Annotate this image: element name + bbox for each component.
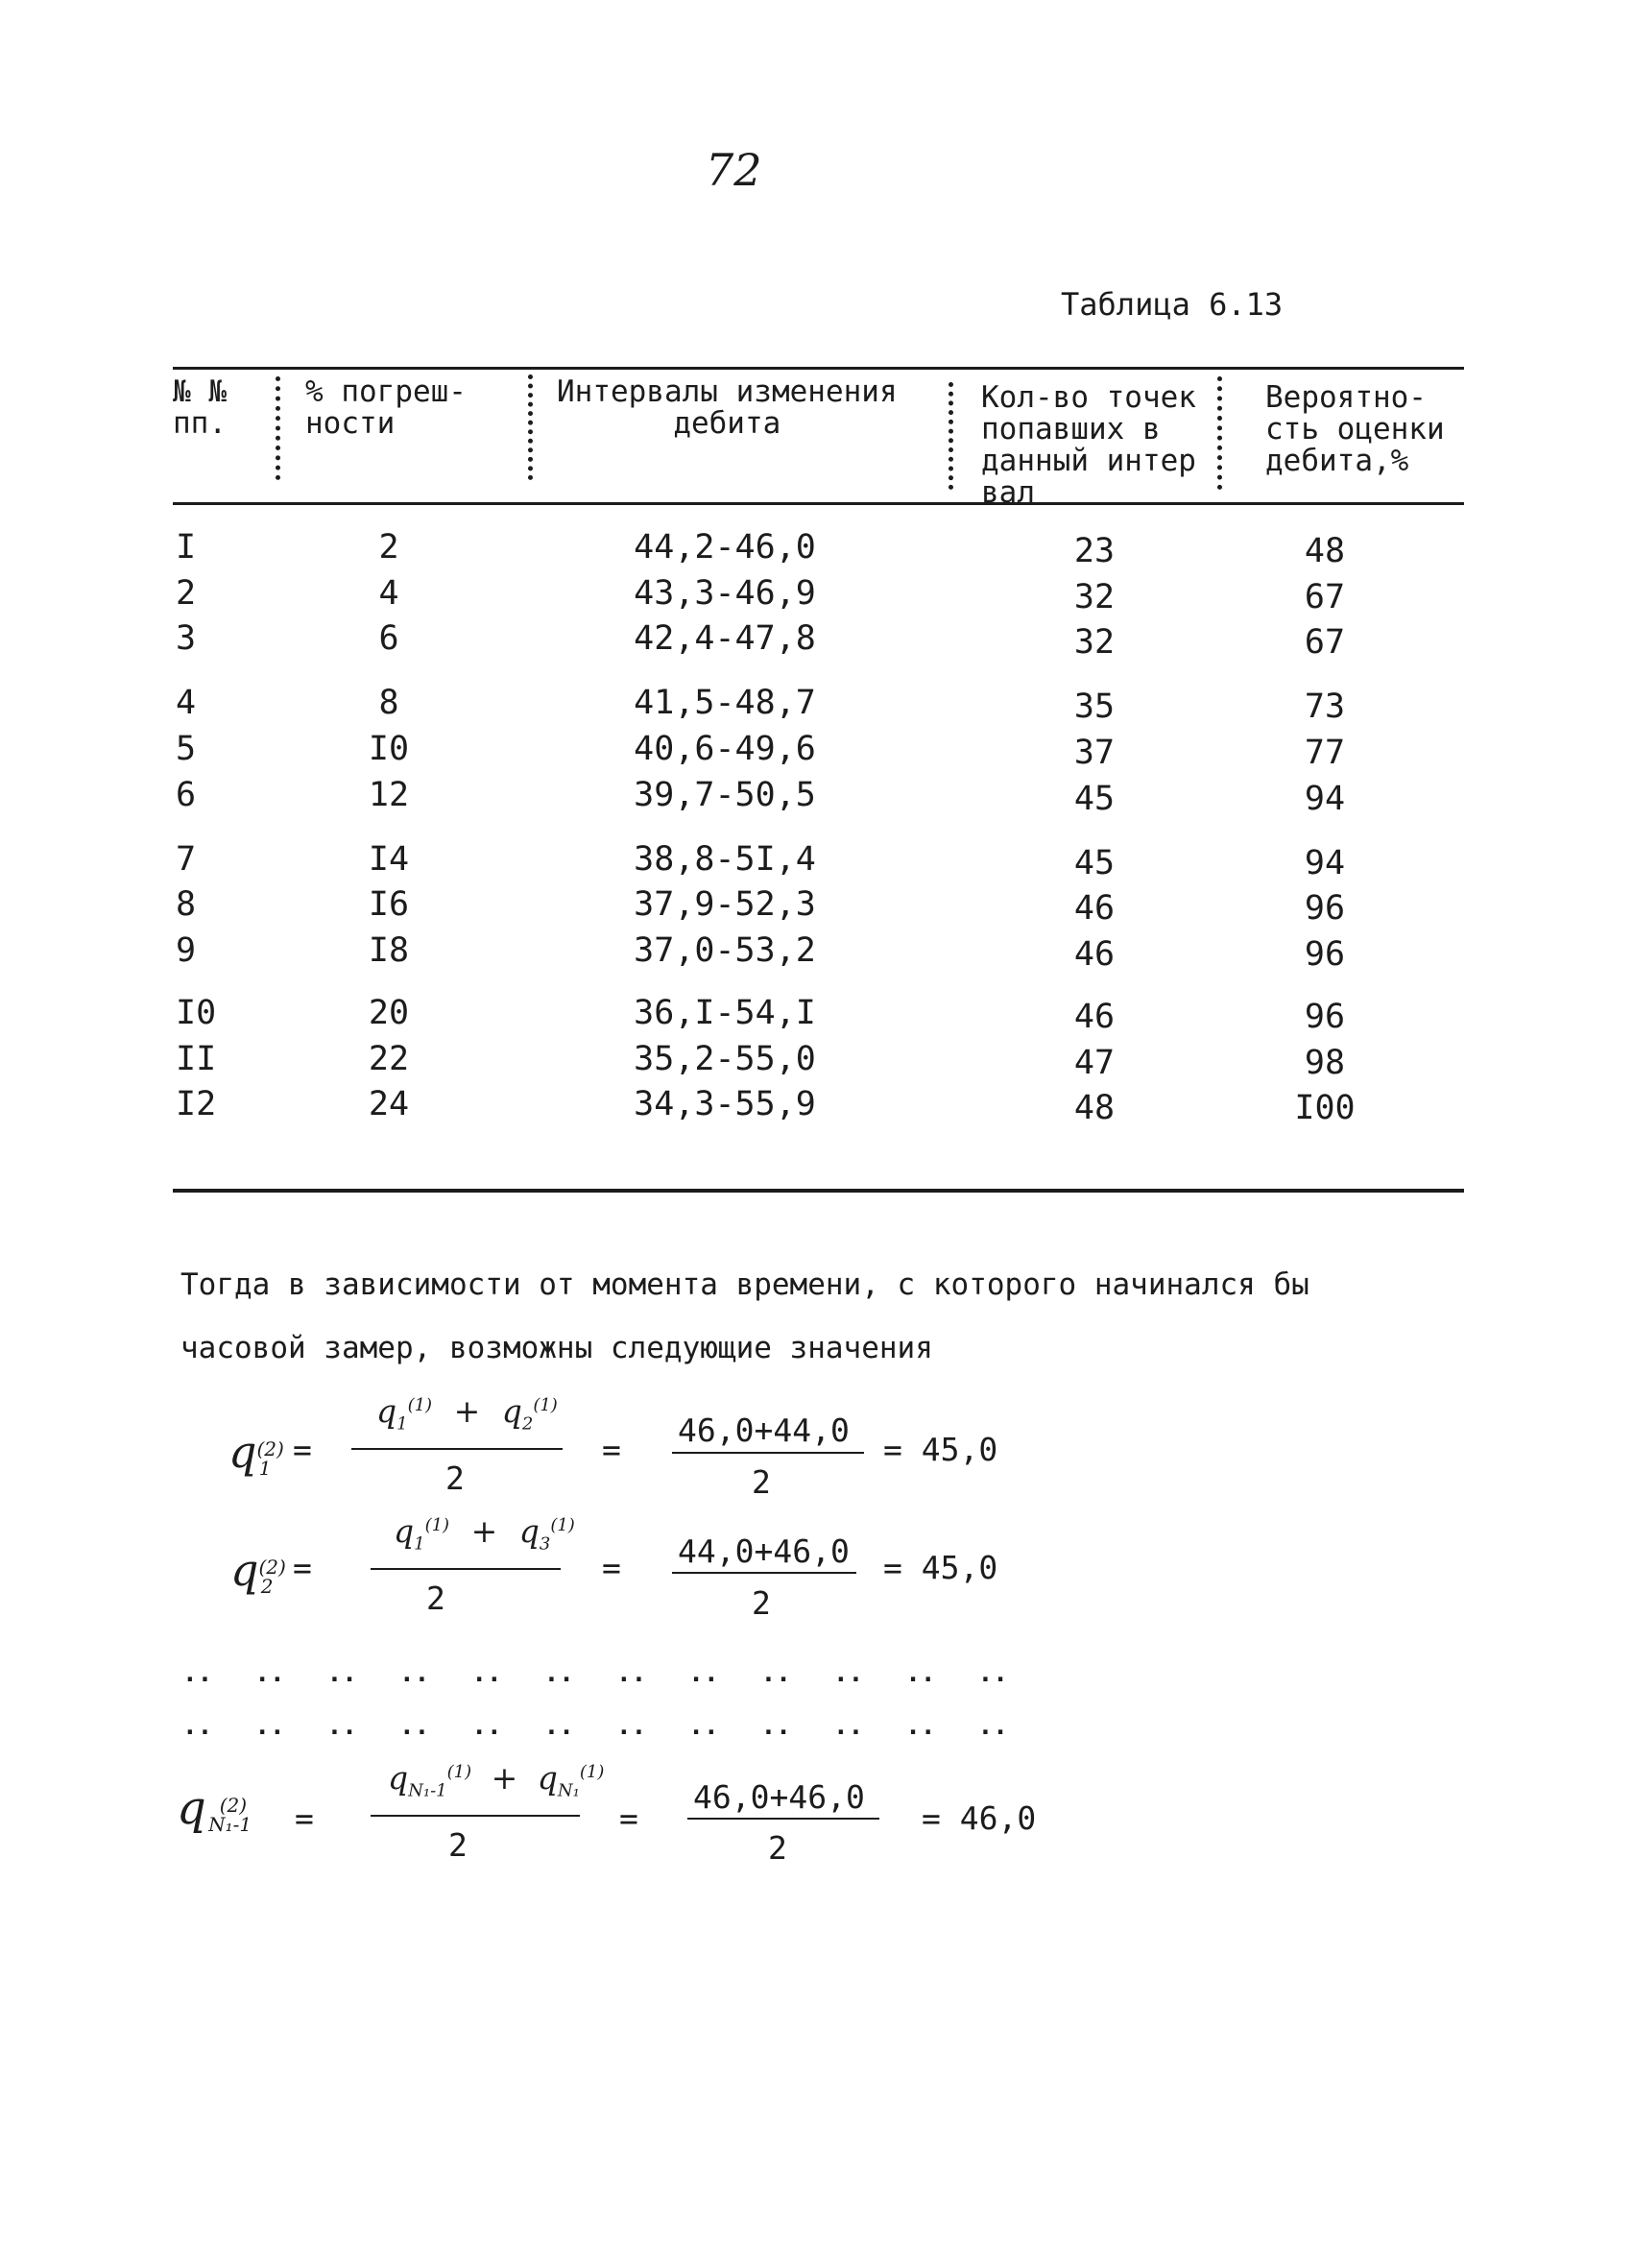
- formula-3-lhs: [177, 1781, 252, 1836]
- cell-probability: 96: [1304, 935, 1346, 974]
- ellipsis-dots: ..: [254, 1712, 285, 1741]
- ellipsis-row-1: [182, 1659, 1008, 1688]
- cell-row-number: 9: [176, 931, 197, 970]
- ellipsis-dots: ..: [905, 1659, 936, 1688]
- sub: 2: [521, 1413, 534, 1435]
- sup-1: (1): [424, 1515, 450, 1535]
- header-error-percent: % погреш- ности: [305, 374, 467, 441]
- ellipsis-dots: ..: [905, 1712, 936, 1741]
- cell-point-count: 32: [1073, 578, 1116, 616]
- sub: N₁-1: [208, 1812, 252, 1836]
- eq-2a: =: [293, 1549, 312, 1586]
- cell-point-count: 46: [1073, 889, 1116, 928]
- cell-error-percent: 2: [378, 528, 399, 567]
- cell-interval: 42,4-47,8: [634, 619, 816, 658]
- table-caption: Таблица 6.13: [1061, 286, 1284, 323]
- cell-interval: 41,5-48,7: [634, 684, 816, 722]
- ellipsis-dots: ..: [832, 1712, 864, 1741]
- cell-error-percent: 6: [378, 619, 399, 658]
- formula-3-values: 46,0+46,0: [693, 1778, 865, 1816]
- sub: 2: [260, 1574, 274, 1598]
- symbol-q: q: [228, 1426, 257, 1478]
- cell-interval: 35,2-55,0: [634, 1040, 816, 1078]
- fraction-bar: [672, 1452, 864, 1454]
- symbol-q: q: [177, 1781, 206, 1835]
- ellipsis-dots: ..: [471, 1659, 502, 1688]
- cell-point-count: 32: [1073, 623, 1116, 662]
- ellipsis-dots: ..: [760, 1712, 791, 1741]
- ellipsis-dots: ..: [615, 1712, 647, 1741]
- cell-point-count: 47: [1073, 1044, 1116, 1082]
- cell-probability: 96: [1304, 998, 1346, 1036]
- ellipsis-dots: ..: [977, 1659, 1008, 1688]
- cell-point-count: 37: [1073, 734, 1116, 772]
- ellipsis-dots: ..: [254, 1659, 285, 1688]
- symbol-q: q: [394, 1512, 415, 1550]
- ellipsis-dots: ..: [326, 1659, 357, 1688]
- cell-row-number: I: [176, 528, 197, 567]
- cell-interval: 43,3-46,9: [634, 574, 816, 613]
- eq-3b: =: [619, 1799, 638, 1837]
- cell-error-percent: 20: [368, 994, 410, 1032]
- ellipsis-row-2: [182, 1712, 1008, 1741]
- formula-3-result: = 46,0: [922, 1799, 1037, 1837]
- eq-2b: =: [602, 1549, 621, 1586]
- cell-probability: 67: [1304, 623, 1346, 662]
- ellipsis-dots: ..: [760, 1659, 791, 1688]
- ellipsis-dots: ..: [182, 1712, 213, 1741]
- formula-1-denominator: 2: [445, 1460, 465, 1497]
- ellipsis-dots: ..: [543, 1712, 574, 1741]
- cell-probability: 73: [1304, 688, 1346, 726]
- cell-point-count: 45: [1073, 780, 1116, 818]
- formula-3-values-denominator: 2: [768, 1829, 787, 1867]
- fraction-bar: [351, 1448, 563, 1450]
- sub: N₁-1: [408, 1780, 447, 1801]
- formula-2-result: = 45,0: [883, 1549, 998, 1586]
- ellipsis-dots: ..: [832, 1659, 864, 1688]
- ellipsis-dots: ..: [182, 1659, 213, 1688]
- plus-sign: +: [470, 1512, 498, 1550]
- ellipsis-dots: ..: [977, 1712, 1008, 1741]
- symbol-q: q: [376, 1392, 397, 1430]
- eq-3a: =: [295, 1799, 314, 1837]
- sub: 3: [539, 1533, 551, 1555]
- cell-point-count: 23: [1073, 532, 1116, 570]
- cell-error-percent: 12: [368, 776, 410, 814]
- symbol-q: q: [537, 1759, 558, 1797]
- sup-2: (2): [258, 1556, 286, 1579]
- cell-point-count: 48: [1073, 1089, 1116, 1127]
- sup-1: (1): [550, 1515, 575, 1535]
- formula-1-numerator: [376, 1392, 558, 1435]
- body-paragraph: Тогда в зависимости от момента времени, с которого начинался бы часовой замер, возможны следующие значения: [180, 1267, 1309, 1365]
- cell-point-count: 45: [1073, 844, 1116, 882]
- cell-probability: 67: [1304, 578, 1346, 616]
- cell-point-count: 46: [1073, 998, 1116, 1036]
- header-separator-4: [1217, 376, 1222, 490]
- cell-interval: 40,6-49,6: [634, 730, 816, 768]
- symbol-q: q: [388, 1759, 409, 1797]
- cell-row-number: 6: [176, 776, 197, 814]
- sub: N₁: [557, 1780, 580, 1801]
- table-bottom-rule: [173, 1189, 1464, 1193]
- header-probability: Вероятно- сть оценки дебита,%: [1265, 380, 1445, 478]
- cell-error-percent: 4: [378, 574, 399, 613]
- ellipsis-dots: ..: [398, 1712, 430, 1741]
- header-separator-2: [528, 374, 533, 480]
- fraction-bar: [687, 1818, 879, 1820]
- cell-interval: 44,2-46,0: [634, 528, 816, 567]
- cell-interval: 38,8-5I,4: [634, 840, 816, 879]
- cell-error-percent: I4: [368, 840, 410, 879]
- formula-1-values-denominator: 2: [752, 1463, 771, 1501]
- symbol-q: q: [230, 1544, 259, 1596]
- ellipsis-dots: ..: [326, 1712, 357, 1741]
- ellipsis-dots: ..: [688, 1712, 719, 1741]
- fraction-bar: [371, 1568, 561, 1570]
- sup-2: (2): [256, 1437, 284, 1460]
- sub: 1: [414, 1533, 425, 1555]
- cell-probability: 96: [1304, 889, 1346, 928]
- formula-1-result: = 45,0: [883, 1431, 998, 1468]
- formula-2-denominator: 2: [426, 1580, 445, 1617]
- formula-2-values: 44,0+46,0: [678, 1532, 850, 1570]
- ellipsis-dots: ..: [615, 1659, 647, 1688]
- plus-sign: +: [491, 1759, 518, 1797]
- table-header-rule: [173, 502, 1464, 505]
- sub: 1: [396, 1413, 408, 1435]
- formula-2-numerator: [394, 1512, 575, 1555]
- cell-probability: 77: [1304, 734, 1346, 772]
- fraction-bar: [371, 1815, 580, 1817]
- cell-row-number: 2: [176, 574, 197, 613]
- header-interval: Интервалы изменения дебита: [557, 374, 898, 441]
- ellipsis-dots: ..: [471, 1712, 502, 1741]
- cell-probability: 48: [1304, 532, 1346, 570]
- formula-2-values-denominator: 2: [752, 1584, 771, 1622]
- cell-interval: 36,I-54,I: [634, 994, 816, 1032]
- sup-1: (1): [579, 1762, 605, 1782]
- cell-probability: 98: [1304, 1044, 1346, 1082]
- cell-row-number: 5: [176, 730, 197, 768]
- symbol-q: q: [518, 1512, 540, 1550]
- cell-row-number: 4: [176, 684, 197, 722]
- cell-interval: 37,9-52,3: [634, 885, 816, 924]
- cell-error-percent: 24: [368, 1085, 410, 1123]
- sup-1: (1): [446, 1762, 472, 1782]
- ellipsis-dots: ..: [398, 1659, 430, 1688]
- plus-sign: +: [453, 1392, 481, 1430]
- ellipsis-dots: ..: [543, 1659, 574, 1688]
- cell-error-percent: I8: [368, 931, 410, 970]
- cell-interval: 39,7-50,5: [634, 776, 816, 814]
- cell-probability: 94: [1304, 844, 1346, 882]
- cell-probability: I00: [1294, 1089, 1356, 1127]
- header-separator-3: [949, 382, 953, 490]
- header-point-count: Кол-во точек попавших в данный интер вал: [981, 380, 1196, 510]
- cell-probability: 94: [1304, 780, 1346, 818]
- cell-row-number: 7: [176, 840, 197, 879]
- fraction-bar: [672, 1572, 856, 1574]
- ellipsis-dots: ..: [688, 1659, 719, 1688]
- table-top-rule: [173, 367, 1464, 370]
- page-number: 72: [706, 144, 762, 196]
- sup-1: (1): [533, 1395, 558, 1415]
- eq-1b: =: [602, 1431, 621, 1468]
- header-separator-1: [276, 376, 280, 480]
- sup-2: (2): [219, 1794, 248, 1817]
- eq-1a: =: [293, 1431, 312, 1468]
- formula-1-lhs: [228, 1426, 284, 1480]
- cell-error-percent: I6: [368, 885, 410, 924]
- sup-1: (1): [407, 1395, 433, 1415]
- cell-row-number: 8: [176, 885, 197, 924]
- cell-error-percent: 8: [378, 684, 399, 722]
- cell-interval: 37,0-53,2: [634, 931, 816, 970]
- sub: 1: [258, 1456, 272, 1480]
- formula-3-denominator: 2: [448, 1826, 468, 1864]
- cell-row-number: I0: [176, 994, 217, 1032]
- formula-1-values: 46,0+44,0: [678, 1411, 850, 1449]
- symbol-q: q: [501, 1392, 522, 1430]
- cell-point-count: 35: [1073, 688, 1116, 726]
- cell-error-percent: I0: [368, 730, 410, 768]
- header-number: № № пп.: [173, 374, 227, 441]
- cell-error-percent: 22: [368, 1040, 410, 1078]
- formula-2-lhs: [230, 1544, 286, 1598]
- cell-point-count: 46: [1073, 935, 1116, 974]
- cell-row-number: I2: [176, 1085, 217, 1123]
- cell-row-number: 3: [176, 619, 197, 658]
- formula-3-numerator: [388, 1759, 604, 1801]
- cell-row-number: II: [176, 1040, 217, 1078]
- cell-interval: 34,3-55,9: [634, 1085, 816, 1123]
